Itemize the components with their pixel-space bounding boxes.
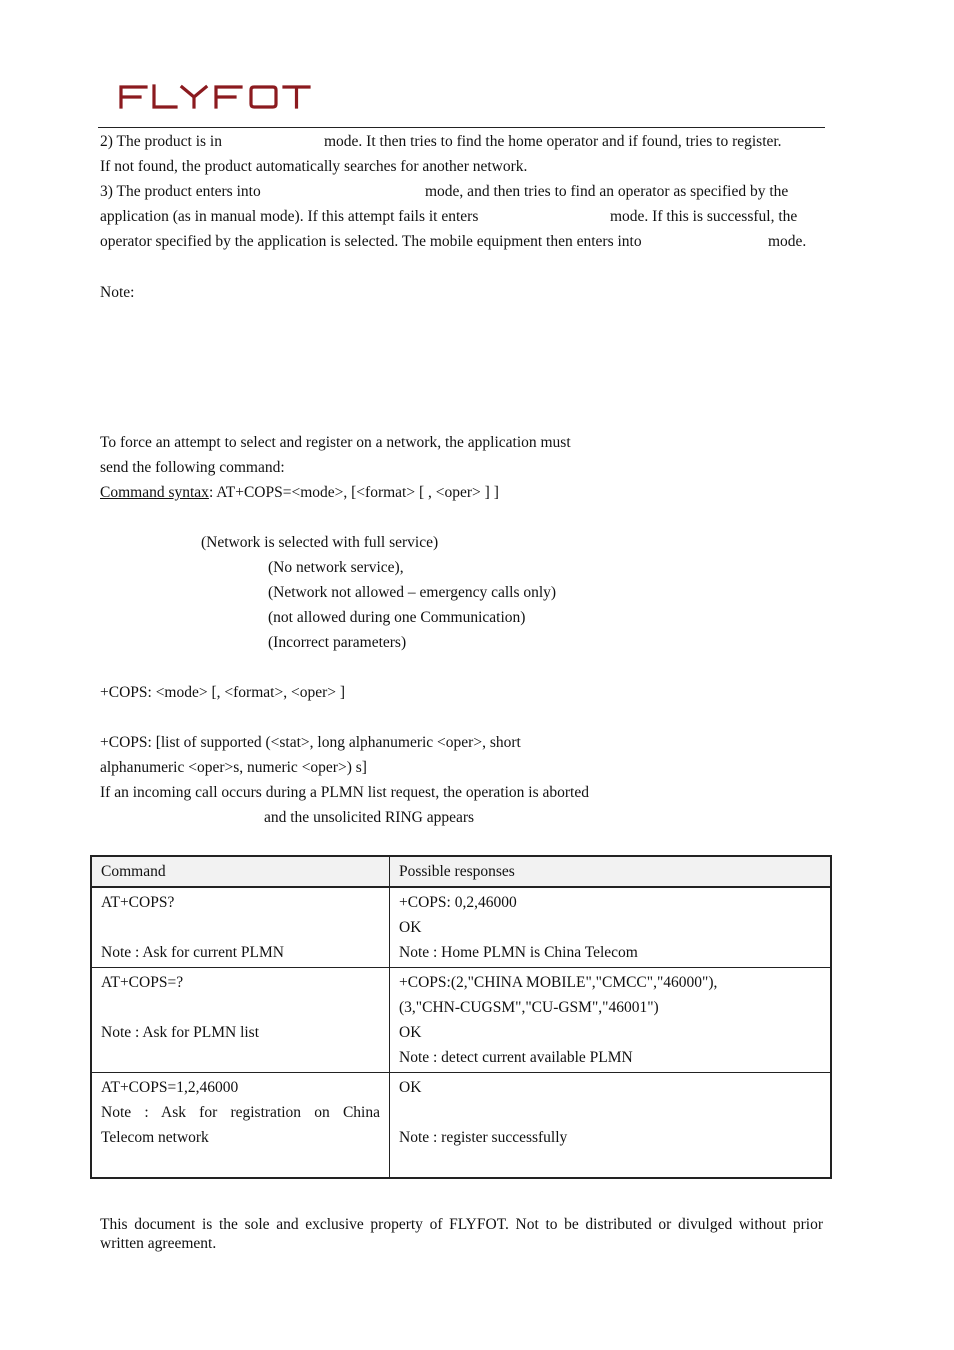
item-3-line-3-b: mode. bbox=[768, 233, 807, 250]
cell-line: OK bbox=[399, 1079, 422, 1096]
table-row bbox=[91, 1073, 831, 1179]
cell-line bbox=[101, 915, 380, 940]
response-4: (not allowed during one Communication) bbox=[268, 609, 526, 626]
table-row bbox=[91, 887, 831, 968]
command-table bbox=[90, 855, 832, 1179]
footer-notice: This document is the sole and exclusive property of FLYFOT. Not to be distributed or divulged without prior written agreement. bbox=[100, 1216, 823, 1252]
response-2: (No network service), bbox=[268, 559, 404, 576]
cell-line: Telecom network bbox=[101, 1129, 209, 1146]
table-cell-command bbox=[91, 1073, 390, 1179]
item-2-end: mode. It then tries to find the home operator and if found, tries to register. bbox=[324, 133, 782, 150]
table-cell-command bbox=[91, 887, 390, 968]
response-1: (Network is selected with full service) bbox=[201, 534, 439, 551]
header-rule bbox=[98, 127, 825, 128]
response-3: (Network not allowed – emergency calls only) bbox=[268, 584, 557, 601]
cell-line: AT+COPS=1,2,46000 bbox=[101, 1079, 239, 1096]
command-syntax-value: : AT+COPS=<mode>, [<format> [ , <oper> ] ] bbox=[208, 484, 499, 501]
cell-line: Note : detect current available PLMN bbox=[399, 1049, 633, 1066]
cell-line: Note : Home PLMN is China Telecom bbox=[399, 944, 638, 961]
table-cell-response bbox=[390, 1073, 832, 1179]
item-3-line-3-a: operator specified by the application is selected. The mobile equipment then enters into bbox=[100, 233, 642, 250]
cell-line: Note : register successfully bbox=[399, 1129, 568, 1146]
table-row bbox=[91, 968, 831, 1073]
force-text-line-1: To force an attempt to select and register on a network, the application must bbox=[100, 434, 571, 451]
cell-line: (3,"CHN-CUGSM","CU-GSM","46001") bbox=[399, 999, 659, 1016]
cell-line: +COPS:(2,"CHINA MOBILE","CMCC","46000"), bbox=[399, 974, 718, 991]
header-possible-responses: Possible responses bbox=[390, 856, 832, 887]
incoming-call-line-2: and the unsolicited RING appears bbox=[264, 809, 475, 826]
command-syntax-label: Command syntax bbox=[100, 484, 209, 501]
flyfot-logo bbox=[118, 80, 313, 114]
force-text-line-2: send the following command: bbox=[100, 459, 285, 476]
cell-line: Note : Ask for current PLMN bbox=[101, 944, 284, 961]
item-3-line-2-b: mode. If this is successful, the bbox=[610, 208, 798, 225]
table-cell-response bbox=[390, 968, 832, 1073]
cell-line: Note : Ask for PLMN list bbox=[101, 1024, 260, 1041]
cell-line bbox=[399, 1100, 821, 1125]
cell-line bbox=[101, 995, 380, 1020]
header-command: Command bbox=[91, 856, 390, 887]
note-label: Note: bbox=[100, 284, 135, 301]
read-response: +COPS: <mode> [, <format>, <oper> ] bbox=[100, 684, 346, 701]
test-response-line-2: alphanumeric <oper>s, numeric <oper>) s] bbox=[100, 759, 367, 776]
response-5: (Incorrect parameters) bbox=[268, 634, 407, 651]
item-3-line-2-a: application (as in manual mode). If this attempt fails it enters bbox=[100, 208, 479, 225]
item-3-end: mode, and then tries to find an operator as specified by the bbox=[425, 183, 789, 200]
cell-line: OK bbox=[399, 919, 422, 936]
table-cell-command bbox=[91, 968, 390, 1073]
item-3-start: 3) The product enters into bbox=[100, 183, 261, 200]
incoming-call-line-1: If an incoming call occurs during a PLMN list request, the operation is aborted bbox=[100, 784, 589, 801]
table-cell-response bbox=[390, 887, 832, 968]
cell-line: AT+COPS? bbox=[101, 894, 175, 911]
cell-line: OK bbox=[399, 1024, 422, 1041]
item-2-start: 2) The product is in bbox=[100, 133, 222, 150]
table-header-row bbox=[91, 856, 831, 887]
flyfot-logo-icon bbox=[118, 80, 313, 114]
test-response-line-1: +COPS: [list of supported (<stat>, long alphanumeric <oper>, short bbox=[100, 734, 521, 751]
cell-line: +COPS: 0,2,46000 bbox=[399, 894, 517, 911]
cell-line: Note : Ask for registration on China bbox=[101, 1104, 380, 1121]
cell-line: AT+COPS=? bbox=[101, 974, 184, 991]
command-syntax bbox=[100, 483, 499, 503]
item-2-line-2: If not found, the product automatically searches for another network. bbox=[100, 158, 528, 175]
